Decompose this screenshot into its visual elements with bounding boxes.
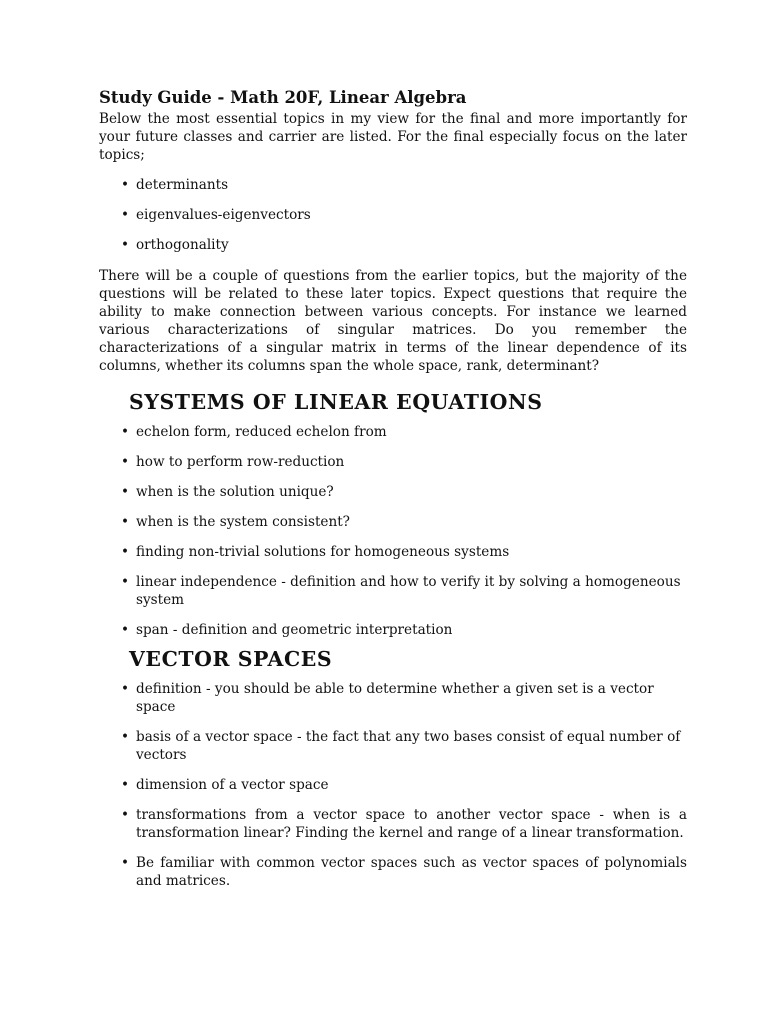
document-page bbox=[99, 86, 687, 890]
list-item bbox=[99, 176, 687, 194]
list-item-text: determinants bbox=[136, 177, 229, 193]
list-item bbox=[99, 728, 687, 764]
section-heading-vector-spaces: VECTOR SPACES bbox=[129, 647, 333, 671]
list-item-text: Be familiar with common vector spaces such as vector spaces of polynomials and matrices. bbox=[136, 855, 687, 889]
section-heading-systems: SYSTEMS OF LINEAR EQUATIONS bbox=[129, 390, 543, 414]
list-item bbox=[99, 483, 687, 501]
list-item-text: span - definition and geometric interpretation bbox=[136, 622, 453, 638]
list-item bbox=[99, 236, 687, 254]
list-item-text: definition - you should be able to determine whether a given set is a vector space bbox=[136, 681, 654, 715]
bullet-icon: • bbox=[121, 177, 130, 193]
document-title: Study Guide - Math 20F, Linear Algebra bbox=[99, 88, 467, 107]
bullet-icon: • bbox=[121, 807, 130, 823]
bullet-icon: • bbox=[121, 237, 130, 253]
list-item bbox=[99, 453, 687, 471]
bullet-icon: • bbox=[121, 777, 130, 793]
list-item bbox=[99, 573, 687, 609]
list-item bbox=[99, 206, 687, 224]
bullet-icon: • bbox=[121, 514, 130, 530]
list-item bbox=[99, 513, 687, 531]
list-item-text: when is the system consistent? bbox=[136, 514, 350, 530]
bullet-icon: • bbox=[121, 454, 130, 470]
bullet-icon: • bbox=[121, 544, 130, 560]
list-item bbox=[99, 680, 687, 716]
list-item bbox=[99, 543, 687, 561]
list-item-text: when is the solution unique? bbox=[136, 484, 334, 500]
list-item-text: basis of a vector space - the fact that any two bases consist of equal number of vectors bbox=[136, 729, 681, 763]
body-paragraph: There will be a couple of questions from the earlier topics, but the majority of the questions will be related to these later topics. Expect questions that require the ability to make connection between various concepts. For instance we learned various characterizations of singular matrices. Do you remember the characterizations of a singular matrix in terms of the linear dependence of its columns, whether its columns span the whole space, rank, determinant? bbox=[99, 268, 687, 374]
list-item-text: transformations from a vector space to another vector space - when is a transformation linear? Finding the kernel and range of a linear transformation. bbox=[136, 807, 687, 841]
later-topics-list bbox=[99, 176, 687, 254]
list-item bbox=[99, 621, 687, 639]
systems-topics-list bbox=[99, 423, 687, 639]
bullet-icon: • bbox=[121, 207, 130, 223]
list-item-text: linear independence - definition and how to verify it by solving a homogeneous system bbox=[136, 574, 681, 608]
list-item-text: how to perform row-reduction bbox=[136, 454, 345, 470]
intro-paragraph: Below the most essential topics in my view for the final and more importantly for your future classes and carrier are listed. For the final especially focus on the later topics; bbox=[99, 111, 687, 163]
bullet-icon: • bbox=[121, 484, 130, 500]
bullet-icon: • bbox=[121, 729, 130, 745]
list-item-text: dimension of a vector space bbox=[136, 777, 329, 793]
bullet-icon: • bbox=[121, 681, 130, 697]
bullet-icon: • bbox=[121, 855, 130, 871]
list-item-text: echelon form, reduced echelon from bbox=[136, 424, 387, 440]
list-item-text: orthogonality bbox=[136, 237, 229, 253]
list-item bbox=[99, 776, 687, 794]
bullet-icon: • bbox=[121, 622, 130, 638]
list-item-text: finding non-trivial solutions for homogeneous systems bbox=[136, 544, 510, 560]
list-item-text: eigenvalues-eigenvectors bbox=[136, 207, 311, 223]
vector-spaces-topics-list bbox=[99, 680, 687, 890]
list-item bbox=[99, 854, 687, 890]
bullet-icon: • bbox=[121, 424, 130, 440]
bullet-icon: • bbox=[121, 574, 130, 590]
list-item bbox=[99, 806, 687, 842]
list-item bbox=[99, 423, 687, 441]
